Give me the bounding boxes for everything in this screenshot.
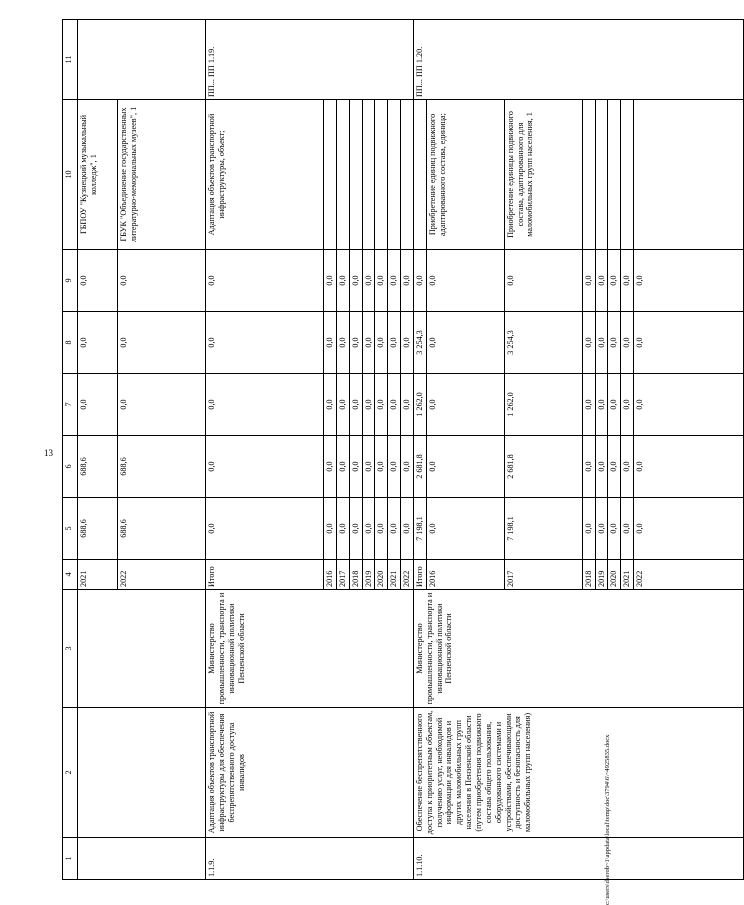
value-cell: 0,0	[595, 312, 608, 374]
measure-name: Обеспечение беспрепятственного доступа к приоритетным объектам, получению услуг, необходимой информации для инвалидов и других маломобильных групп населения в Пензенской области (путем приобретения подвижного состава общего пользования, оборудованного системами и устройствами, обеспечивающими доступность и безопасность для маломобильных групп населения)	[413, 708, 743, 838]
value-cell: 0,0	[582, 312, 595, 374]
value-cell: 0,0	[608, 498, 621, 560]
value-cell: 1 262,0	[504, 374, 582, 436]
cell	[78, 838, 206, 880]
year-cell: 2021	[78, 560, 118, 590]
ref-cell: ПП... ПП 1.20.	[413, 20, 743, 100]
value-cell: 0,0	[413, 250, 426, 312]
value-cell: 0,0	[634, 498, 744, 560]
page-number: 13	[44, 448, 53, 458]
file-path-footer: c:\users\dserob~1\appdata\local\temp\doc\3794\6\~4925835.docx	[604, 734, 611, 905]
value-cell: 0,0	[336, 436, 349, 498]
cell	[78, 708, 206, 838]
table-row	[206, 20, 324, 880]
col-header-5: 5	[63, 498, 78, 560]
value-cell: 0,0	[608, 436, 621, 498]
value-cell: 0,0	[621, 436, 634, 498]
value-cell: 0,0	[621, 498, 634, 560]
ref-cell: ПП... ПП 1.19.	[206, 20, 414, 100]
value-cell: 0,0	[426, 498, 504, 560]
value-cell: 7 198,1	[504, 498, 582, 560]
value-cell: 0,0	[608, 250, 621, 312]
value-cell: 688,6	[78, 436, 118, 498]
cell	[634, 100, 744, 250]
col-header-10: 10	[63, 100, 78, 250]
header-row	[63, 20, 78, 880]
target-cell: ГБУК "Объединение государственных литературно-мемориальных музеев", 1	[118, 100, 206, 250]
value-cell: 0,0	[582, 374, 595, 436]
value-cell: 0,0	[375, 498, 388, 560]
value-cell: 0,0	[118, 250, 206, 312]
year-cell: 2016	[324, 560, 337, 590]
value-cell: 0,0	[206, 312, 324, 374]
cell	[401, 100, 414, 250]
value-cell: 0,0	[582, 498, 595, 560]
value-cell: 0,0	[375, 374, 388, 436]
year-cell: 2021	[621, 560, 634, 590]
year-cell: 2017	[336, 560, 349, 590]
col-header-6: 6	[63, 436, 78, 498]
value-cell: 0,0	[388, 250, 401, 312]
value-cell: 0,0	[324, 312, 337, 374]
cell	[375, 100, 388, 250]
executor-cell: Министерство промышленности, транспорта и инновационной политики Пензенской области	[206, 590, 414, 708]
col-header-1: 1	[63, 838, 78, 880]
col-header-11: 11	[63, 20, 78, 100]
year-cell: 2020	[608, 560, 621, 590]
value-cell: 0,0	[401, 436, 414, 498]
value-cell: 0,0	[582, 250, 595, 312]
measure-number: 1.1.9.	[206, 838, 414, 880]
cell	[621, 100, 634, 250]
value-cell: 0,0	[362, 250, 375, 312]
value-cell: 0,0	[206, 374, 324, 436]
value-cell: 2 681,8	[413, 436, 426, 498]
value-cell: 0,0	[362, 498, 375, 560]
cell	[349, 100, 362, 250]
year-cell: 2017	[504, 560, 582, 590]
value-cell: 0,0	[324, 374, 337, 436]
value-cell: 0,0	[634, 312, 744, 374]
value-cell: 0,0	[621, 250, 634, 312]
program-measures-table	[62, 19, 744, 880]
value-cell: 0,0	[206, 436, 324, 498]
value-cell: 688,6	[118, 498, 206, 560]
value-cell: 0,0	[595, 436, 608, 498]
year-cell: 2016	[426, 560, 504, 590]
value-cell: 0,0	[118, 312, 206, 374]
value-cell: 0,0	[582, 436, 595, 498]
value-cell: 0,0	[634, 374, 744, 436]
value-cell: 0,0	[634, 250, 744, 312]
value-cell: 0,0	[634, 436, 744, 498]
value-cell: 0,0	[118, 374, 206, 436]
value-cell: 0,0	[206, 250, 324, 312]
value-cell: 0,0	[375, 250, 388, 312]
value-cell: 0,0	[426, 312, 504, 374]
value-cell: 0,0	[621, 312, 634, 374]
value-cell: 0,0	[388, 374, 401, 436]
value-cell: 3 254,3	[413, 312, 426, 374]
value-cell: 0,0	[401, 374, 414, 436]
measure-name: Адаптация объектов транспортной инфраструктуры для обеспечения беспрепятственного доступа инвалидов	[206, 708, 414, 838]
value-cell: 0,0	[388, 312, 401, 374]
value-cell: 0,0	[349, 498, 362, 560]
value-cell: 0,0	[401, 498, 414, 560]
cell	[595, 100, 608, 250]
value-cell: 0,0	[362, 312, 375, 374]
value-cell: 0,0	[595, 374, 608, 436]
col-header-8: 8	[63, 312, 78, 374]
value-cell: 0,0	[375, 436, 388, 498]
target-cell: Приобретение единицы подвижного состава, адаптированного для маломобильных групп населения, 1	[504, 100, 582, 250]
col-header-3: 3	[63, 590, 78, 708]
measure-number: 1.1.10.	[413, 838, 743, 880]
year-cell: 2018	[349, 560, 362, 590]
value-cell: 3 254,3	[504, 312, 582, 374]
value-cell: 0,0	[349, 436, 362, 498]
value-cell: 0,0	[388, 498, 401, 560]
value-cell: 0,0	[426, 250, 504, 312]
value-cell: 7 198,1	[413, 498, 426, 560]
target-cell: Адаптация объектов транспортной инфраструктуры, объект;	[206, 100, 324, 250]
value-cell: 0,0	[324, 436, 337, 498]
value-cell: 0,0	[608, 312, 621, 374]
value-cell: 0,0	[362, 436, 375, 498]
value-cell: 688,6	[118, 436, 206, 498]
value-cell: 0,0	[336, 312, 349, 374]
value-cell: 0,0	[401, 250, 414, 312]
executor-cell: Министерство промышленности, транспорта и инновационной политики Пензенской области	[413, 590, 743, 708]
value-cell: 0,0	[336, 374, 349, 436]
value-cell: 0,0	[426, 436, 504, 498]
year-cell: 2022	[118, 560, 206, 590]
rotated-table-wrapper	[62, 20, 645, 880]
cell	[582, 100, 595, 250]
cell	[78, 20, 206, 100]
year-cell: 2019	[362, 560, 375, 590]
value-cell: 0,0	[595, 498, 608, 560]
year-cell: 2021	[388, 560, 401, 590]
value-cell: 0,0	[78, 312, 118, 374]
cell	[336, 100, 349, 250]
col-header-7: 7	[63, 374, 78, 436]
value-cell: 0,0	[349, 250, 362, 312]
target-cell: ГБПОУ "Кузнецкий музыкальный колледж", 1	[78, 100, 118, 250]
col-header-4: 4	[63, 560, 78, 590]
value-cell: 0,0	[621, 374, 634, 436]
col-header-9: 9	[63, 250, 78, 312]
value-cell: 0,0	[504, 250, 582, 312]
cell	[324, 100, 337, 250]
value-cell: 0,0	[349, 312, 362, 374]
target-cell	[413, 100, 426, 250]
cell	[362, 100, 375, 250]
cell	[608, 100, 621, 250]
value-cell: 0,0	[324, 498, 337, 560]
value-cell: 0,0	[349, 374, 362, 436]
cell	[388, 100, 401, 250]
year-cell: 2020	[375, 560, 388, 590]
value-cell: 0,0	[78, 250, 118, 312]
value-cell: 0,0	[324, 250, 337, 312]
value-cell: 688,6	[78, 498, 118, 560]
year-cell: Итого	[413, 560, 426, 590]
year-cell: Итого	[206, 560, 324, 590]
value-cell: 0,0	[608, 374, 621, 436]
value-cell: 2 681,8	[504, 436, 582, 498]
value-cell: 0,0	[206, 498, 324, 560]
year-cell: 2019	[595, 560, 608, 590]
target-cell: Приобретение единиц подвижного адаптированного состава, единица;	[426, 100, 504, 250]
value-cell: 0,0	[336, 498, 349, 560]
year-cell: 2022	[401, 560, 414, 590]
year-cell: 2022	[634, 560, 744, 590]
col-header-2: 2	[63, 708, 78, 838]
value-cell: 0,0	[595, 250, 608, 312]
value-cell: 1 262,0	[413, 374, 426, 436]
value-cell: 0,0	[336, 250, 349, 312]
value-cell: 0,0	[78, 374, 118, 436]
cell	[78, 590, 206, 708]
table-row	[78, 20, 118, 880]
value-cell: 0,0	[375, 312, 388, 374]
value-cell: 0,0	[388, 436, 401, 498]
value-cell: 0,0	[362, 374, 375, 436]
table-row	[413, 20, 426, 880]
year-cell: 2018	[582, 560, 595, 590]
value-cell: 0,0	[426, 374, 504, 436]
value-cell: 0,0	[401, 312, 414, 374]
